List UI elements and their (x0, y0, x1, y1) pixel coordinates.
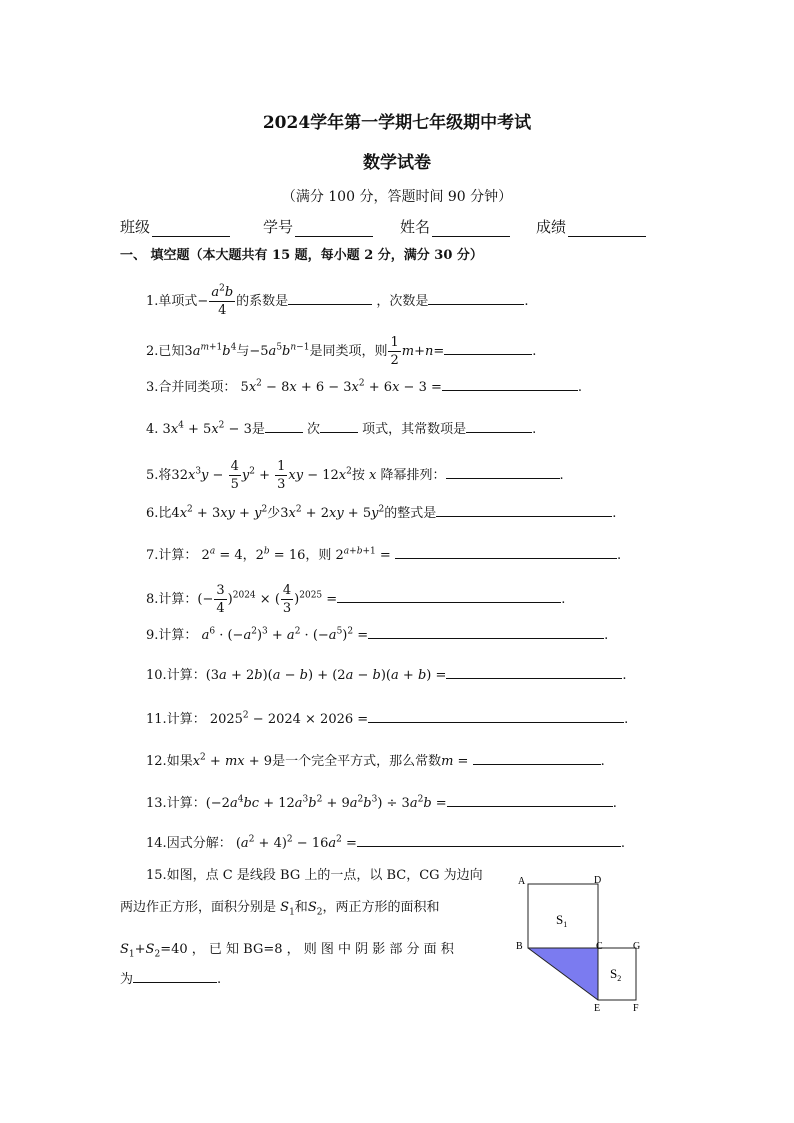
question-11: 11.计算： $2025^2 - 2024 \times 2026$ = . (146, 710, 629, 727)
question-15-line3: $S_1+S_2=40$ ， 已 知 BG=8 ， 则 图 中 阴 影 部 分 面 积 (120, 942, 454, 960)
label-s1: $S_1$ (556, 912, 568, 929)
question-15-line1: 15.如图，点 C 是线段 BG 上的一点，以 BC，CG 为边向 (146, 868, 483, 883)
answer-blank-1a[interactable] (288, 292, 372, 305)
question-9: 9.计算： $a^6 \cdot (-a^2)^3 + a^2 \cdot (-a^5)^2$ = . (146, 626, 609, 643)
question-8: 8.计算：(− $\frac{3}{4}$ )$^{2024}$ × ( $\frac{4}{3}$ )$^{2025}$ = . (146, 583, 566, 616)
question-3: 3.合并同类项： $5x^2 - 8x + 6 - 3x^2 + 6x - 3$ = . (146, 378, 582, 395)
question-5: 5.将$32x^3y$ − $\frac{4}{5}$ $y^2$ + $\frac{1}{3}$ xy − $12x^2$按 x 降幂排列： . (146, 459, 564, 492)
label-f: F (633, 1003, 639, 1012)
question-15-line4: 为 . (120, 972, 222, 987)
question-2: 2.已知$3a^{m+1}b^4$与$-5a^5b^{n-1}$是同类项，则 $\frac{1}{2}$ m+n= . (146, 335, 537, 368)
label-s2: $S_2$ (610, 966, 622, 983)
label-c: C (596, 941, 603, 952)
answer-blank-11[interactable] (368, 710, 624, 723)
answer-blank-2[interactable] (444, 342, 532, 355)
exam-note: （满分 100 分，答题时间 90 分钟） (281, 189, 513, 205)
answer-blank-1b[interactable] (428, 292, 524, 305)
label-a: A (518, 876, 526, 887)
question-15-line2: 两边作正方形，面积分别是 $S_1$和$S_2$，两正方形的面积和 (120, 900, 440, 918)
label-d: D (594, 875, 602, 886)
answer-blank-8[interactable] (337, 590, 561, 603)
exam-title: 2024学年第一学期七年级期中考试 (262, 113, 532, 133)
answer-blank-5[interactable] (446, 466, 560, 479)
geometry-figure (512, 872, 652, 1016)
question-10: 10.计算：(3a + 2b)(a − b) + (2a − b)(a + b) = . (146, 668, 627, 683)
question-7: 7.计算： $2^a = 4$，$2^b = 16$，则 $2^{a+b+1}$ = . (146, 546, 622, 563)
question-1: 1.单项式− $\frac{a^2b}{4}$ 的系数是 ，次数是 . (146, 283, 529, 318)
score-blank[interactable] (568, 222, 646, 237)
number-blank[interactable] (295, 222, 373, 237)
answer-blank-6[interactable] (436, 504, 612, 517)
label-e: E (594, 1003, 601, 1012)
exam-subject: 数学试卷 (363, 153, 431, 173)
question-14: 14.因式分解： $(a^2 + 4)^2 - 16a^2$ = . (146, 834, 626, 851)
name-blank[interactable] (432, 222, 510, 237)
info-class: 班级 (120, 216, 230, 237)
question-13: 13.计算：$(-2a^4bc + 12a^3b^2 + 9a^2b^3) \div 3a^2b$ = . (146, 794, 617, 811)
answer-blank-9[interactable] (368, 626, 604, 639)
answer-blank-3[interactable] (442, 378, 578, 391)
label-b: B (516, 941, 523, 952)
question-12: 12.如果$x^2$ + mx + 9是一个完全平方式，那么常数m = . (146, 752, 605, 769)
squares-diagram (512, 872, 652, 1012)
question-4: 4. $3x^4 + 5x^2 - 3$是 次 项式，其常数项是 . (146, 420, 537, 437)
answer-blank-7[interactable] (395, 546, 617, 559)
label-g: G (633, 941, 641, 952)
info-number: 学号 (263, 216, 373, 237)
answer-blank-15[interactable] (133, 970, 217, 983)
answer-blank-4c[interactable] (466, 420, 532, 433)
info-score: 成绩 (536, 216, 646, 237)
answer-blank-12[interactable] (473, 752, 601, 765)
answer-blank-10[interactable] (446, 666, 622, 679)
answer-blank-14[interactable] (357, 834, 621, 847)
question-6: 6.比$4x^2 + 3xy + y^2$少$3x^2 + 2xy + 5y^2$的整式是 . (146, 504, 617, 521)
section-title: 一、 填空题（本大题共有 15 题，每小题 2 分，满分 30 分） (120, 248, 483, 263)
class-blank[interactable] (152, 222, 230, 237)
answer-blank-4a[interactable] (265, 420, 303, 433)
answer-blank-13[interactable] (447, 794, 613, 807)
info-name: 姓名 (400, 216, 510, 237)
answer-blank-4b[interactable] (320, 420, 358, 433)
